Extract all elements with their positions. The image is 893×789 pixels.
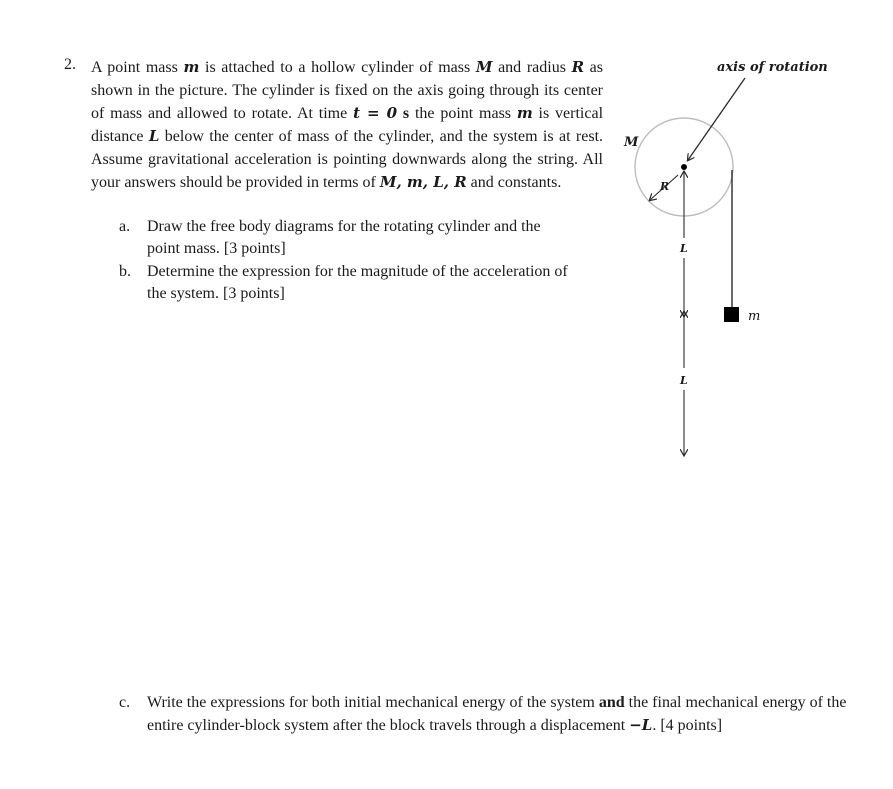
- subpart-c-label: c.: [119, 694, 131, 711]
- problem-text-3: and radius: [492, 59, 572, 76]
- var-R: R: [571, 58, 585, 76]
- var-m: m: [183, 58, 200, 76]
- point-mass-label: m: [748, 309, 761, 324]
- problem-text-5: the point mass: [409, 105, 517, 122]
- time-unit: s: [397, 105, 410, 122]
- subpart-c-bold: and: [598, 694, 625, 711]
- problem-text-2: is attached to a hollow cylinder of mass: [199, 59, 476, 76]
- subpart-a-label: a.: [119, 218, 131, 235]
- vars-list: M, m, L, R: [379, 173, 467, 191]
- problem-text-8: and constants.: [466, 174, 562, 191]
- length-label-1: L: [680, 242, 688, 255]
- subpart-a-text: Draw the free body diagrams for the rotating cylinder and the point mass. [3 points]: [147, 218, 541, 257]
- point-mass-block: [724, 307, 739, 322]
- problem-text-6: is vertical distance: [91, 105, 604, 145]
- problem-text-4: as shown in the picture. The cylinder is fixed on the axis going through its center of mass and allowed to rotate. At time: [91, 59, 603, 122]
- axis-label: axis of rotation: [717, 60, 828, 75]
- radius-label: R: [660, 180, 670, 193]
- var-M: M: [475, 58, 493, 76]
- problem-number: 2.: [64, 56, 76, 73]
- subpart-c-text-3: . [4 points]: [652, 717, 723, 734]
- var-L: L: [148, 127, 160, 145]
- time-expression: t = 0: [353, 104, 398, 122]
- problem-text-7: below the center of mass of the cylinder, and the system is at rest. Assume gravitational acceleration is pointing downwards along the string. All your answers should be provided in terms of: [91, 128, 604, 191]
- displacement-value: −L: [629, 716, 653, 734]
- cylinder-mass-label: M: [624, 135, 639, 150]
- var-m-2: m: [516, 104, 533, 122]
- rotation-center: [681, 164, 687, 170]
- length-label-2: L: [680, 374, 688, 387]
- subpart-c-text-1: Write the expressions for both initial mechanical energy of the system: [147, 694, 599, 711]
- subpart-c-text-2: the final mechanical energy of the entire cylinder-block system after the block travels through a displacement: [147, 694, 847, 734]
- subpart-b-text: Determine the expression for the magnitude of the acceleration of the system. [3 points]: [147, 263, 568, 302]
- problem-text-1: A point mass: [91, 59, 184, 76]
- subpart-b-label: b.: [119, 263, 131, 280]
